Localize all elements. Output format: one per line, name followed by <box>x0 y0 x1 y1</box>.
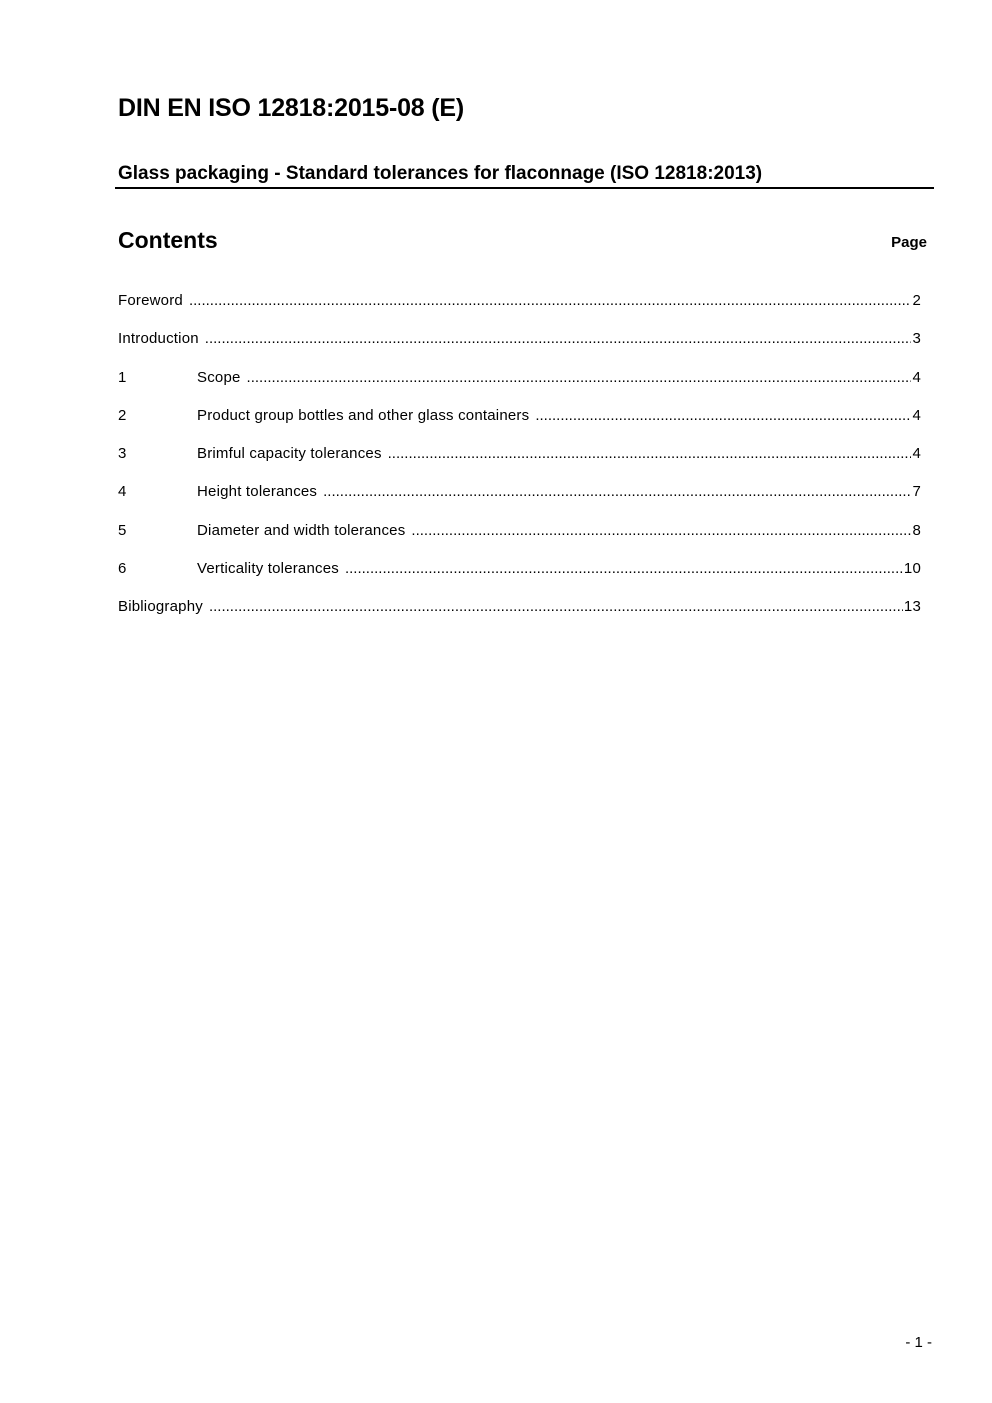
toc-entry-page: 3 <box>912 330 921 348</box>
toc-entry-label: Bibliography <box>118 598 203 616</box>
toc-dot-leader <box>345 560 903 577</box>
toc-entry-number: 1 <box>118 368 127 386</box>
toc-entry-label: Product group bottles and other glass containers <box>197 406 530 424</box>
toc-entry-verticality[interactable] <box>118 560 921 598</box>
toc-dot-leader <box>205 330 912 347</box>
toc-dot-leader <box>247 369 912 386</box>
toc-dot-leader <box>323 483 911 500</box>
toc-entry-number: 4 <box>118 483 127 501</box>
toc-dot-leader <box>411 522 911 539</box>
table-of-contents <box>118 292 921 637</box>
document-subtitle: Glass packaging - Standard tolerances for flaconnage (ISO 12818:2013) <box>118 163 763 184</box>
toc-entry-page: 4 <box>912 445 921 463</box>
toc-entry-label: Brimful capacity tolerances <box>197 445 382 463</box>
toc-entry-number: 6 <box>118 560 127 578</box>
toc-dot-leader <box>189 292 911 309</box>
toc-entry-page: 8 <box>912 521 921 539</box>
toc-dot-leader <box>388 445 912 462</box>
toc-entry-page: 2 <box>912 292 921 309</box>
toc-entry-label: Verticality tolerances <box>197 560 339 578</box>
toc-entry-number: 2 <box>118 406 127 424</box>
toc-entry-brimful-capacity[interactable] <box>118 445 921 483</box>
toc-entry-number: 5 <box>118 521 127 539</box>
toc-entry-page: 13 <box>903 598 921 616</box>
toc-entry-label: Foreword <box>118 292 183 309</box>
toc-entry-height[interactable] <box>118 483 921 521</box>
toc-entry-foreword[interactable] <box>118 292 921 330</box>
toc-entry-page: 4 <box>912 406 921 424</box>
toc-entry-label: Introduction <box>118 330 199 348</box>
document-title: DIN EN ISO 12818:2015-08 (E) <box>118 94 464 122</box>
toc-entry-number: 3 <box>118 445 127 463</box>
toc-dot-leader <box>209 598 903 615</box>
footer-page-number: - 1 - <box>905 1334 932 1351</box>
toc-entry-label: Scope <box>197 368 241 386</box>
toc-dot-leader <box>535 407 911 424</box>
toc-entry-page: 4 <box>912 368 921 386</box>
contents-heading: Contents <box>118 227 218 253</box>
subtitle-underline <box>115 187 934 189</box>
toc-entry-bibliography[interactable] <box>118 598 921 636</box>
toc-entry-label: Diameter and width tolerances <box>197 521 406 539</box>
toc-entry-scope[interactable] <box>118 369 921 407</box>
toc-entry-introduction[interactable] <box>118 330 921 368</box>
toc-entry-label: Height tolerances <box>197 483 318 501</box>
toc-entry-page: 10 <box>903 560 921 578</box>
toc-entry-page: 7 <box>912 483 921 501</box>
toc-entry-product-group[interactable] <box>118 407 921 445</box>
page-column-heading: Page <box>891 234 927 251</box>
toc-entry-diameter-width[interactable] <box>118 522 921 560</box>
